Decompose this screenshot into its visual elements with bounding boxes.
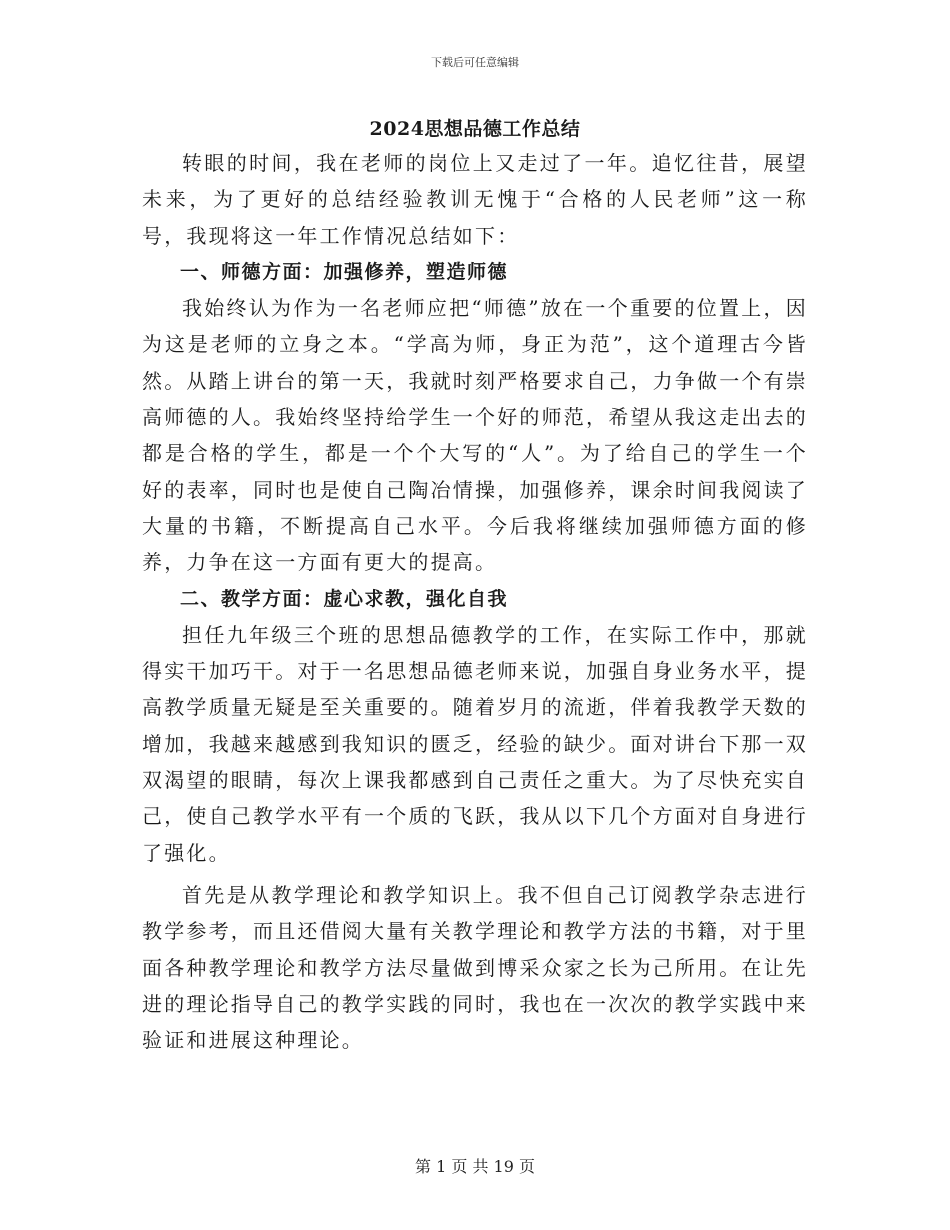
section-body-ethics: 我始终认为作为一名老师应把“师德”放在一个重要的位置上，因为这是老师的立身之本。“学高为师，身正为范”，这个道理古今皆然。从踏上讲台的第一天，我就时刻严格要求自己，力争做一个有崇高师德的人。我始终坚持给学生一个好的师范，希望从我这走出去的都是合格的学生，都是一个个大写的“人”。为了给自己的学生一个好的表率，同时也是使自己陶冶情操，加强修养，课余时间我阅读了大量的书籍，不断提高自己水平。今后我将继续加强师德方面的修养，力争在这一方面有更大的提高。 [142, 296, 808, 575]
section-heading-teaching: 二、教学方面：虚心求教，强化自我 [180, 587, 509, 610]
page-number-footer: 第 1 页 共 19 页 [415, 1157, 535, 1176]
document-title: 2024思想品德工作总结 [369, 118, 581, 140]
section-body-theory: 首先是从教学理论和教学知识上。我不但自己订阅教学杂志进行教学参考，而且还借阅大量有关教学理论和教学方法的书籍，对于里面各种教学理论和教学方法尽量做到博采众家之长为己所用。在让先进的理论指导自己的教学实践的同时，我也在一次次的教学实践中来验证和进展这种理论。 [142, 882, 808, 1053]
document-body [142, 145, 808, 1058]
intro-paragraph: 转眼的时间，我在老师的岗位上又走过了一年。追忆往昔，展望未来，为了更好的总结经验教训无愧于“合格的人民老师”这一称号，我现将这一年工作情况总结如下： [142, 151, 808, 248]
section-heading-ethics: 一、师德方面：加强修养，塑造师德 [180, 260, 509, 283]
section-body-teaching: 担任九年级三个班的思想品德教学的工作，在实际工作中，那就得实干加巧干。对于一名思想品德老师来说，加强自身业务水平，提高教学质量无疑是至关重要的。随着岁月的流逝，伴着我教学天数的增加，我越来越感到我知识的匮乏，经验的缺少。面对讲台下那一双双渴望的眼睛，每次上课我都感到自己责任之重大。为了尽快充实自己，使自己教学水平有一个质的飞跃，我从以下几个方面对自身进行了强化。 [142, 622, 808, 865]
header-note: 下载后可任意编辑 [431, 56, 519, 69]
